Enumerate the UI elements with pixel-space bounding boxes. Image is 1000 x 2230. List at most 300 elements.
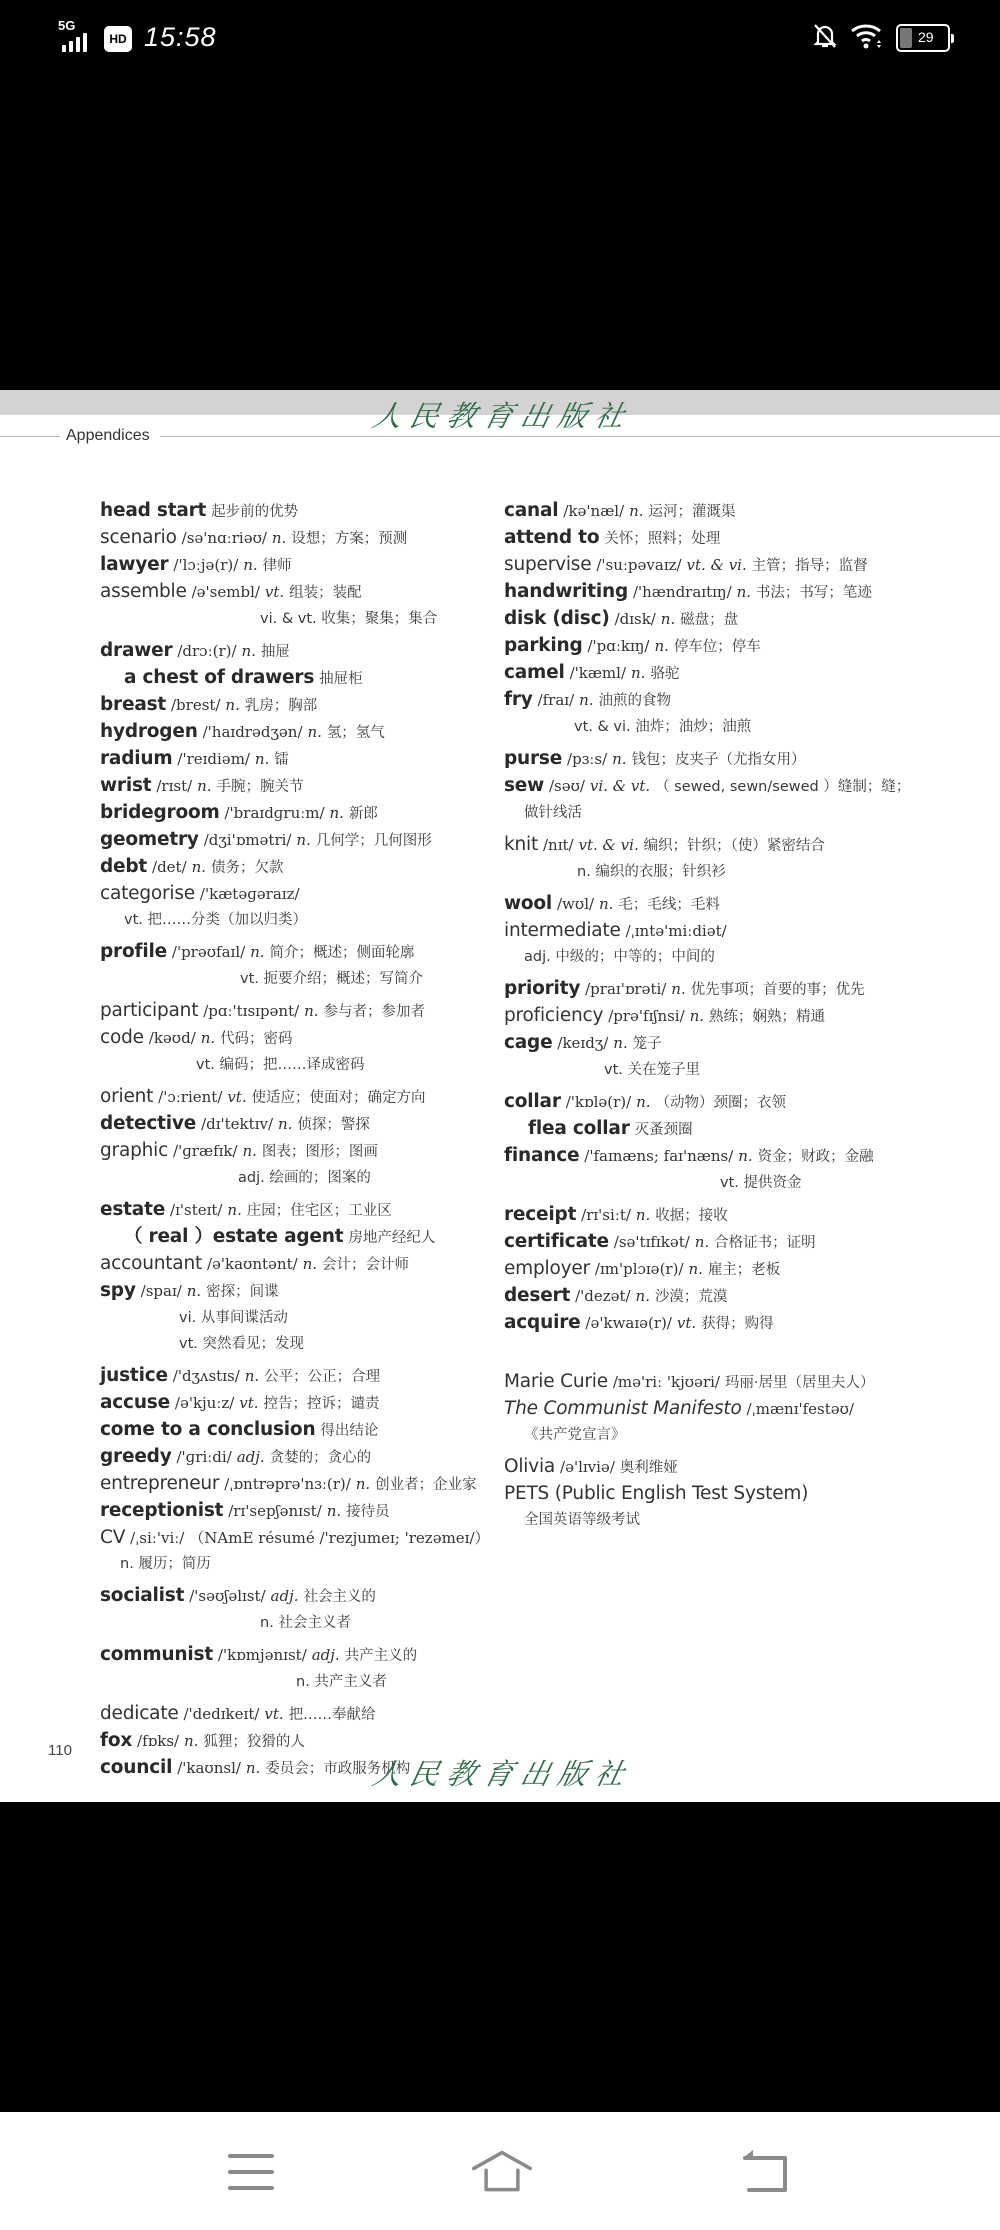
glossary-entry: [504, 1202, 944, 1229]
chinese-definition: 公平；公正；合理: [264, 1369, 381, 1385]
part-of-speech: vt.: [239, 1394, 259, 1412]
phonetic: /'pɑːkɪŋ/: [587, 637, 650, 655]
chinese-definition: 代码；密码: [220, 1031, 293, 1047]
headword: categorise: [100, 883, 195, 904]
headword: justice: [100, 1365, 168, 1386]
part-of-speech: vt.: [227, 1088, 247, 1106]
chinese-definition: 从事间谍活动: [200, 1310, 288, 1326]
headword: bridegroom: [100, 802, 220, 823]
headword: sew: [504, 775, 545, 796]
page-number: 110: [48, 1742, 72, 1759]
part-of-speech: n.: [304, 1002, 319, 1020]
headword: wool: [504, 893, 553, 914]
chinese-definition: 抽屉柜: [319, 671, 363, 687]
phonetic: /fɒks/: [137, 1732, 180, 1750]
chinese-definition: 资金；财政；金融: [757, 1149, 874, 1165]
phonetic: /'dedɪkeɪt/: [183, 1705, 260, 1723]
phonetic: /ə'lɪviə/: [560, 1458, 615, 1476]
chinese-definition: 把……分类（加以归类）: [147, 912, 307, 928]
headword: employer: [504, 1258, 590, 1279]
phonetic: /ə'sembl/: [191, 583, 260, 601]
headword: （ real ）estate agent: [124, 1226, 344, 1247]
glossary-entry: [504, 1454, 944, 1481]
headword: priority: [504, 978, 581, 999]
part-of-speech: n.: [271, 529, 287, 547]
chinese-definition: 参与者；参加者: [323, 1004, 425, 1020]
headword: proficiency: [504, 1005, 604, 1026]
glossary-entry: [100, 665, 520, 692]
glossary-entry: [100, 1471, 520, 1498]
phonetic: /'hændraɪtɪŋ/: [632, 583, 732, 601]
part-of-speech: n.: [654, 637, 669, 655]
glossary-entry: [504, 687, 944, 714]
glossary-entry: [504, 1310, 944, 1337]
chinese-definition: 设想；方案；预测: [291, 531, 408, 547]
chinese-definition: 社会主义的: [303, 1589, 376, 1605]
phonetic: /'reɪdiəm/: [177, 750, 250, 768]
chinese-definition: （动物）颈圈；衣领: [655, 1095, 787, 1111]
headword: flea collar: [528, 1118, 630, 1139]
phonetic: /prə'fɪʃnsi/: [608, 1007, 685, 1025]
status-bar: [0, 0, 1000, 80]
phonetic: /'ɡræfɪk/: [173, 1142, 238, 1160]
definition-continuation: [100, 1331, 520, 1357]
phonetic: /pɜːs/: [567, 750, 608, 768]
phonetic: /ə'kjuːz/: [174, 1394, 235, 1412]
viewer-background: [0, 1802, 1000, 2112]
phonetic: /fraɪ/: [537, 691, 575, 709]
glossary-entry: [504, 525, 944, 552]
part-of-speech: n.: [302, 1255, 318, 1273]
book-page: [0, 390, 1000, 1802]
glossary-entry: [504, 1116, 944, 1143]
part-of-speech: vt.: [124, 912, 143, 928]
chinese-definition: （ sewed, sewn/sewed ）缝制；缝；: [655, 779, 911, 795]
status-right: [812, 22, 950, 54]
part-of-speech: n.: [200, 1029, 216, 1047]
definition-continuation: [100, 1305, 520, 1331]
headword: hydrogen: [100, 721, 198, 742]
glossary-entry: [100, 1642, 520, 1669]
glossary-entry: [100, 1444, 520, 1471]
headword: radium: [100, 748, 173, 769]
chinese-definition: 组装；装配: [289, 585, 362, 601]
chinese-definition: 贪婪的；贪心的: [269, 1450, 372, 1466]
headword: lawyer: [100, 554, 169, 575]
part-of-speech: n.: [186, 1282, 202, 1300]
glossary-entry: [100, 881, 520, 907]
chinese-definition: 笼子: [632, 1036, 662, 1052]
glossary-entry: [504, 746, 944, 773]
definition-continuation: [504, 1422, 944, 1448]
part-of-speech: n.: [355, 1475, 371, 1493]
phonetic: /mə'riː 'kjʊəri/: [612, 1373, 720, 1391]
phonetic: /'kætəɡəraɪz/: [199, 885, 300, 903]
part-of-speech: n.: [635, 1206, 651, 1224]
headword: canal: [504, 500, 559, 521]
phonetic: /'dʒʌstɪs/: [172, 1367, 240, 1385]
headword: socialist: [100, 1585, 185, 1606]
recent-apps-button[interactable]: [222, 2142, 282, 2202]
part-of-speech: n.: [694, 1233, 710, 1251]
part-of-speech: n.: [660, 610, 676, 628]
headword: communist: [100, 1644, 213, 1665]
glossary-entry: [100, 827, 520, 854]
headword: handwriting: [504, 581, 629, 602]
chinese-definition: 突然看见；发现: [202, 1336, 304, 1352]
menu-icon: [228, 2152, 276, 2192]
phonetic: /nɪt/: [542, 836, 574, 854]
chinese-definition: 会计；会计师: [321, 1257, 409, 1273]
part-of-speech: n.: [579, 691, 594, 709]
phonetic: /ə'kwaɪə(r)/: [585, 1314, 672, 1332]
part-of-speech: adj.: [236, 1448, 265, 1466]
glossary-entry: [100, 1583, 520, 1610]
chinese-definition: 共产主义的: [344, 1648, 418, 1664]
glossary-entry: [100, 638, 520, 665]
chinese-definition: 绘画的；图案的: [269, 1170, 371, 1186]
publisher-logo-footer: 人民教育出版社: [369, 1756, 636, 1791]
chinese-definition: 《共产党宣言》: [524, 1427, 626, 1443]
glossary-entry: [504, 1283, 944, 1310]
phonetic: /'faɪnæns; faɪ'næns/: [584, 1147, 734, 1165]
glossary-entry: [504, 1030, 944, 1057]
glossary-entry: [504, 1143, 944, 1170]
part-of-speech: n.: [612, 750, 627, 768]
phonetic: /ə'kaʊntənt/: [206, 1255, 298, 1273]
part-of-speech: vt.: [196, 1057, 215, 1073]
chinese-definition: 庄园；住宅区；工业区: [246, 1203, 392, 1219]
phonetic: /'lɔːjə(r)/: [173, 556, 239, 574]
chinese-definition: 运河；灌溉渠: [648, 504, 736, 520]
headword: assemble: [100, 581, 187, 602]
chinese-definition: 玛丽·居里（居里夫人）: [724, 1375, 875, 1391]
headword: greedy: [100, 1446, 172, 1467]
phonetic: /'kɒlə(r)/: [565, 1093, 632, 1111]
headword: Olivia: [504, 1456, 556, 1477]
chinese-definition: 获得；购得: [701, 1316, 774, 1332]
chinese-definition: 狐狸；狡猾的人: [203, 1734, 305, 1750]
headword: disk (disc): [504, 608, 610, 629]
glossary-entry: [504, 498, 944, 525]
glossary-entry: [504, 832, 944, 859]
headword: graphic: [100, 1140, 169, 1161]
headword: come to a conclusion: [100, 1419, 316, 1440]
chinese-definition: 氢；氢气: [326, 725, 385, 741]
definition-continuation: [504, 944, 944, 970]
glossary-entry: [504, 1089, 944, 1116]
chinese-definition: 侦探；警探: [297, 1117, 370, 1133]
headword: collar: [504, 1091, 561, 1112]
chinese-definition: 密探；间谍: [206, 1284, 279, 1300]
phonetic: /'braɪdɡruːm/: [224, 804, 325, 822]
headword: detective: [100, 1113, 197, 1134]
part-of-speech: n.: [296, 1674, 310, 1690]
glossary-entry: [100, 746, 520, 773]
chinese-definition: 优先事项；首要的事；优先: [690, 982, 865, 998]
chinese-definition: 书法；书写；笔迹: [755, 585, 872, 601]
chinese-definition: 房地产经纪人: [348, 1230, 436, 1246]
chinese-definition: 奥利维娅: [619, 1460, 678, 1476]
part-of-speech: vt. & vi.: [686, 556, 747, 574]
phonetic: /rɪ'siːt/: [581, 1206, 631, 1224]
part-of-speech: vt. & vi.: [574, 719, 631, 735]
chinese-definition: 做针线活: [524, 805, 582, 821]
headword: parking: [504, 635, 583, 656]
phonetic: /drɔː(r)/: [177, 642, 237, 660]
part-of-speech: vi. & vt.: [260, 611, 317, 627]
glossary-entry: [100, 1138, 520, 1165]
glossary-entry: [100, 854, 520, 881]
definition-continuation: [504, 1170, 944, 1196]
headword: Marie Curie: [504, 1371, 608, 1392]
part-of-speech: n.: [260, 1615, 274, 1631]
chinese-definition: 熟练；娴熟；精通: [708, 1009, 825, 1025]
chinese-definition: 编码；把……译成密码: [219, 1057, 365, 1073]
glossary-entry: [100, 1417, 520, 1444]
part-of-speech: n.: [227, 1201, 242, 1219]
phonetic: /'dezət/: [575, 1287, 631, 1305]
network-type: 5G: [58, 18, 76, 33]
part-of-speech: n.: [689, 1007, 705, 1025]
glossary-entry: [100, 1525, 520, 1551]
glossary-entry: [504, 976, 944, 1003]
headword: entrepreneur: [100, 1473, 220, 1494]
part-of-speech: n.: [326, 1502, 342, 1520]
headword: profile: [100, 941, 167, 962]
headword: certificate: [504, 1231, 609, 1252]
part-of-speech: vi. & vt.: [589, 777, 651, 795]
alt-spelling-note: （NAmE résumé /'rezjumeɪ; 'rezəmeɪ/）: [189, 1529, 490, 1547]
glossary-entry: [100, 552, 520, 579]
phonetic: /keɪdʒ/: [557, 1034, 609, 1052]
part-of-speech: n.: [688, 1260, 703, 1278]
status-left: [58, 18, 217, 52]
part-of-speech: vt.: [264, 583, 285, 601]
part-of-speech: vt.: [179, 1336, 198, 1352]
glossary-entry: [100, 1701, 520, 1728]
headword: orient: [100, 1086, 154, 1107]
headword: wrist: [100, 775, 152, 796]
glossary-entry: [100, 1084, 520, 1111]
phonetic: /'suːpəvaɪz/: [596, 556, 682, 574]
part-of-speech: n.: [242, 1142, 257, 1160]
part-of-speech: n.: [577, 864, 591, 880]
part-of-speech: adj.: [524, 949, 551, 965]
part-of-speech: vt.: [720, 1175, 739, 1191]
glossary-entry: [504, 918, 944, 944]
part-of-speech: n.: [225, 696, 240, 714]
glossary-entry: [100, 692, 520, 719]
chinese-definition: 履历；简历: [138, 1556, 211, 1572]
phonetic: /ˌsiː'viː/: [130, 1529, 185, 1547]
glossary-entry: [100, 1111, 520, 1138]
glossary-left-column: [100, 498, 520, 1782]
chinese-definition: 油炸；油炒；油煎: [635, 719, 752, 735]
phonetic: /'prəʊfaɪl/: [171, 943, 246, 961]
glossary-entry: [504, 1481, 944, 1507]
chinese-definition: 起步前的优势: [211, 504, 299, 520]
phonetic: /ɪm'plɔɪə(r)/: [594, 1260, 684, 1278]
glossary-entry: [100, 1025, 520, 1052]
definition-continuation: [100, 907, 520, 933]
part-of-speech: n.: [598, 895, 614, 913]
chinese-definition: 接待员: [346, 1504, 390, 1520]
chinese-definition: 得出结论: [320, 1423, 379, 1439]
phonetic: /rɪ'sepʃənɪst/: [228, 1502, 322, 1520]
headword: head start: [100, 500, 207, 521]
part-of-speech: n.: [244, 1367, 260, 1385]
headword: scenario: [100, 527, 177, 548]
headword: drawer: [100, 640, 173, 661]
glossary-entry: [504, 1396, 944, 1422]
part-of-speech: n.: [613, 1034, 628, 1052]
part-of-speech: n.: [241, 642, 256, 660]
chinese-definition: 社会主义者: [278, 1615, 351, 1631]
glossary-entry: [100, 1498, 520, 1525]
headword: code: [100, 1027, 144, 1048]
definition-continuation: [504, 714, 944, 740]
phonetic: /det/: [152, 858, 187, 876]
phonetic: /rɪst/: [156, 777, 193, 795]
glossary-entry: [100, 1363, 520, 1390]
headword: desert: [504, 1285, 571, 1306]
battery-icon: [896, 24, 950, 52]
headword: spy: [100, 1280, 136, 1301]
chinese-definition: 抽屉: [260, 644, 290, 660]
chinese-definition: 扼要介绍；概述；写简介: [263, 971, 423, 987]
phonetic: /praɪ'ɒrəti/: [585, 980, 667, 998]
headword: participant: [100, 1000, 199, 1021]
glossary-entry: [504, 660, 944, 687]
glossary-entry: [504, 579, 944, 606]
system-nav-bar: [0, 2112, 1000, 2230]
headword: accountant: [100, 1253, 203, 1274]
home-icon: [472, 2148, 532, 2196]
chinese-definition: 律师: [262, 558, 292, 574]
glossary-entry: [504, 606, 944, 633]
glossary-entry: [504, 552, 944, 579]
phonetic: /pɑː'tɪsɪpənt/: [203, 1002, 300, 1020]
part-of-speech: adj.: [238, 1170, 265, 1186]
chinese-definition: 使适应；使面对；确定方向: [251, 1090, 426, 1106]
back-button[interactable]: [736, 2142, 796, 2202]
phonetic: /səʊ/: [549, 777, 585, 795]
phonetic: /ˌmænɪ'festəʊ/: [746, 1400, 855, 1418]
glossary-entry: [504, 1229, 944, 1256]
glossary-entry: [100, 773, 520, 800]
chinese-definition: 主管；指导；监督: [751, 558, 868, 574]
chinese-definition: 关怀；照料；处理: [604, 531, 721, 547]
home-button[interactable]: [472, 2142, 532, 2202]
headword: CV: [100, 1527, 126, 1548]
definition-continuation: [100, 1669, 520, 1695]
chinese-definition: 共产主义者: [314, 1674, 387, 1690]
chinese-definition: 镭: [274, 752, 289, 768]
part-of-speech: adj.: [311, 1646, 340, 1664]
chinese-definition: 毛；毛线；毛料: [618, 897, 720, 913]
part-of-speech: n.: [329, 804, 344, 822]
part-of-speech: vt.: [676, 1314, 697, 1332]
chinese-definition: 控告；控诉；谴责: [263, 1396, 380, 1412]
part-of-speech: n.: [629, 502, 644, 520]
phonetic: /sə'tɪfɪkət/: [613, 1233, 690, 1251]
part-of-speech: n.: [635, 1287, 650, 1305]
chinese-definition: 乳房；胸部: [244, 698, 318, 714]
glossary-entry: [100, 498, 520, 525]
part-of-speech: n.: [197, 777, 212, 795]
chinese-definition: 收据；接收: [655, 1208, 728, 1224]
phonetic: /'ɡriːdi/: [176, 1448, 232, 1466]
battery-level: 29: [918, 29, 934, 45]
hd-icon: HD: [104, 26, 132, 52]
definition-continuation: [504, 1507, 944, 1533]
headword: fox: [100, 1730, 133, 1751]
part-of-speech: n.: [184, 1732, 199, 1750]
phonetic: /kəʊd/: [148, 1029, 196, 1047]
definition-continuation: [504, 1057, 944, 1083]
chinese-definition: 灭蚤颈圈: [634, 1122, 693, 1138]
glossary-entry: [100, 939, 520, 966]
chinese-definition: 几何学；几何图形: [315, 833, 432, 849]
glossary-entry: [100, 525, 520, 552]
headword: dedicate: [100, 1703, 179, 1724]
headword: receipt: [504, 1204, 577, 1225]
part-of-speech: n.: [736, 583, 751, 601]
headword: finance: [504, 1145, 580, 1166]
phonetic: /'kɒmjənɪst/: [217, 1646, 307, 1664]
chinese-definition: 图表；图形；图画: [261, 1144, 378, 1160]
part-of-speech: n.: [636, 1093, 651, 1111]
part-of-speech: n.: [671, 980, 686, 998]
part-of-speech: vt.: [604, 1062, 623, 1078]
headword: geometry: [100, 829, 199, 850]
part-of-speech: n.: [630, 664, 646, 682]
part-of-speech: vt.: [240, 971, 259, 987]
headword: knit: [504, 834, 539, 855]
part-of-speech: vi.: [179, 1310, 197, 1326]
part-of-speech: n.: [277, 1115, 293, 1133]
part-of-speech: n.: [296, 831, 311, 849]
back-icon: [741, 2150, 791, 2194]
glossary-entry: [504, 1369, 944, 1396]
glossary-entry: [100, 579, 520, 606]
phonetic: /ˌɪntə'miːdiət/: [625, 922, 727, 940]
running-head: Appendices: [60, 427, 156, 445]
definition-continuation: [504, 859, 944, 885]
chinese-definition: 磁盘；盘: [680, 612, 739, 628]
glossary-entry: [100, 1224, 520, 1251]
phonetic: /'səʊʃəlɪst/: [189, 1587, 266, 1605]
headword: intermediate: [504, 920, 621, 941]
phonetic: /'kaʊnsl/: [177, 1759, 241, 1777]
headword: PETS (Public English Test System): [504, 1483, 809, 1504]
chinese-definition: 把……奉献给: [288, 1707, 376, 1723]
headword: council: [100, 1757, 173, 1778]
headword: purse: [504, 748, 563, 769]
glossary-entry: [100, 1278, 520, 1305]
publisher-logo: 人民教育出版社: [369, 398, 636, 433]
definition-continuation: [100, 966, 520, 992]
definition-continuation: [504, 800, 944, 826]
phonetic: /brest/: [171, 696, 221, 714]
chinese-definition: 创业者；企业家: [375, 1477, 477, 1493]
phonetic: /ɪ'steɪt/: [170, 1201, 223, 1219]
chinese-definition: 停车位；停车: [673, 639, 761, 655]
phonetic: /spaɪ/: [140, 1282, 182, 1300]
chinese-definition: 收集；聚集；集合: [321, 611, 438, 627]
chinese-definition: 油煎的食物: [598, 693, 671, 709]
